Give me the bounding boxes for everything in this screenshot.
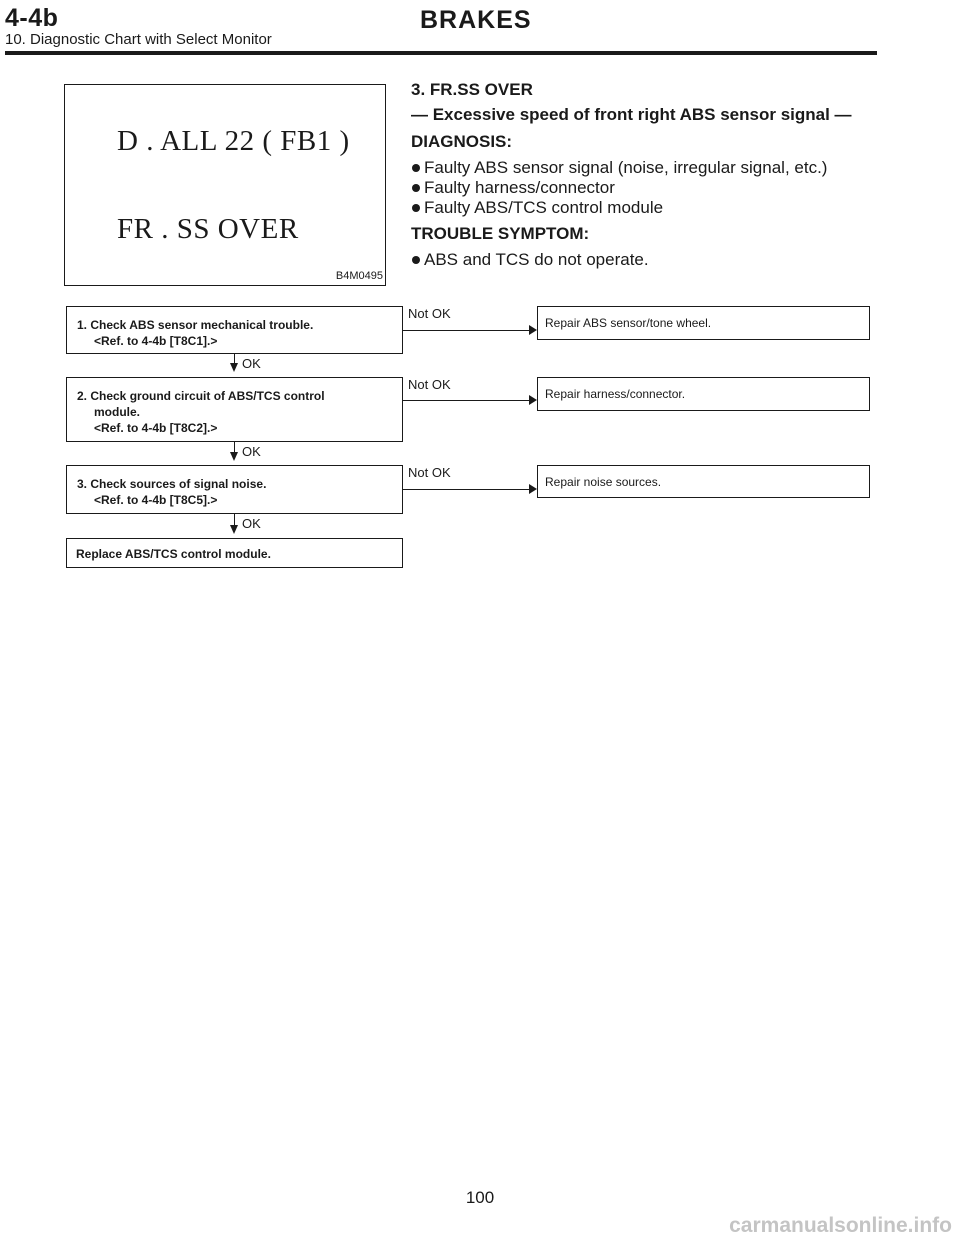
symptom-item: ABS and TCS do not operate. [411,250,931,270]
result-text: Repair harness/connector. [545,387,686,401]
result-text: Repair noise sources. [545,475,662,489]
flow-step-3 [66,465,403,514]
page-subtitle: 10. Diagnostic Chart with Select Monitor [5,31,272,48]
bullet-icon [412,204,420,212]
flow-final-action [66,538,403,568]
final-action-text: Replace ABS/TCS control module. [76,547,271,561]
step-title-continued: module. [94,405,141,419]
trouble-code-description-text: — Excessive speed of front right ABS sensor signal — [411,105,852,124]
bullet-icon [412,184,420,192]
diagnosis-item: Faulty ABS/TCS control module [411,198,931,218]
arrow-right-icon [529,395,537,405]
step-reference: <Ref. to 4-4b [T8C5].> [94,493,218,507]
step-title: 1. Check ABS sensor mechanical trouble. [77,318,314,332]
step-title: 3. Check sources of signal noise. [77,477,267,491]
result-text: Repair ABS sensor/tone wheel. [545,316,712,330]
bullet-icon [412,256,420,264]
not-ok-label: Not OK [408,377,451,392]
arrow-right-icon [529,484,537,494]
arrow-down-icon [230,452,238,461]
ok-label: OK [242,444,261,459]
step-reference: <Ref. to 4-4b [T8C1].> [94,334,218,348]
header-rule [5,51,877,55]
monitor-mode-line: D . ALL 22 ( FB1 ) [117,125,350,157]
page-number: 100 [465,1188,495,1207]
flow-result-3 [537,465,870,498]
section-code: 4-4b [5,4,59,32]
flow-step-2 [66,377,403,442]
ok-label: OK [242,356,261,371]
figure-code: B4M0495 [335,270,383,282]
step-title: 2. Check ground circuit of ABS/TCS control [77,389,325,403]
not-ok-connector [403,400,529,401]
bullet-icon [412,164,420,172]
diagnosis-item: Faulty ABS sensor signal (noise, irregular signal, etc.) [411,158,931,178]
page-title: BRAKES [420,6,532,34]
flow-result-1 [537,306,870,340]
flow-step-1 [66,306,403,354]
diagnosis-item: Faulty harness/connector [411,178,931,198]
not-ok-label: Not OK [408,465,451,480]
flow-result-2 [537,377,870,411]
select-monitor-display [64,84,386,286]
trouble-code-description [411,80,931,270]
arrow-down-icon [230,525,238,534]
step-reference: <Ref. to 4-4b [T8C2].> [94,421,218,435]
not-ok-label: Not OK [408,306,451,321]
arrow-down-icon [230,363,238,372]
trouble-symptom-label: TROUBLE SYMPTOM: [411,224,590,243]
arrow-right-icon [529,325,537,335]
not-ok-connector [403,489,529,490]
watermark: carmanualsonline.info [729,1214,952,1237]
not-ok-connector [403,330,529,331]
monitor-trouble-line: FR . SS OVER [117,213,299,245]
trouble-code-heading: 3. FR.SS OVER [411,80,533,99]
diagnosis-label: DIAGNOSIS: [411,132,513,151]
ok-label: OK [242,516,261,531]
